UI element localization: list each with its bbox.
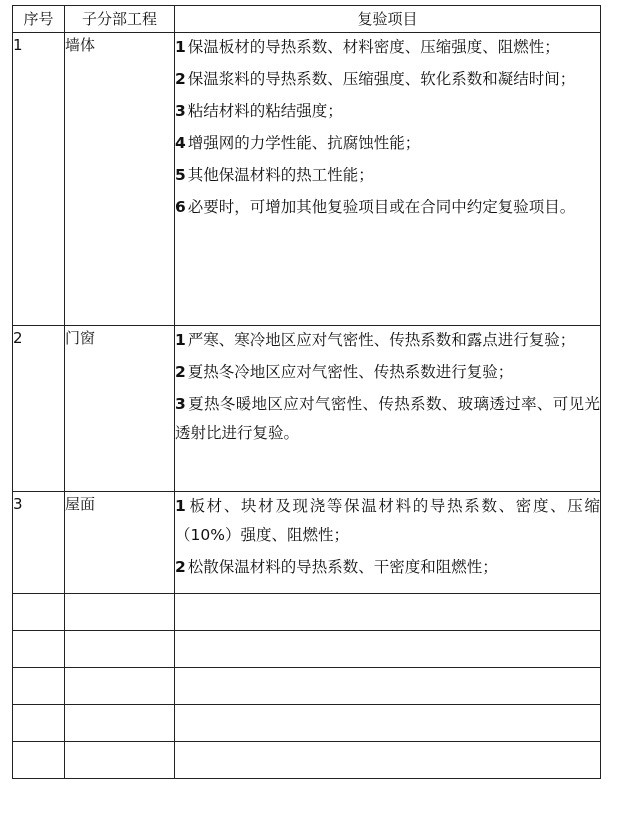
empty-cell — [13, 705, 65, 742]
empty-cell — [13, 668, 65, 705]
item-text: 其他保温材料的热工性能； — [187, 166, 374, 184]
header-serial-number: 序号 — [13, 6, 65, 33]
row-number: 1 — [13, 33, 65, 326]
item-text: 粘结材料的粘结强度； — [187, 102, 343, 120]
item-text: 必要时，可增加其他复验项目或在合同中约定复验项目。 — [187, 198, 576, 216]
empty-cell — [175, 668, 601, 705]
retest-item — [175, 65, 600, 94]
row-sub-project: 门窗 — [65, 326, 175, 492]
item-number: 3 — [175, 395, 186, 413]
item-text: 严寒、寒冷地区应对气密性、传热系数和露点进行复验； — [187, 331, 576, 349]
table-header-row — [13, 6, 601, 33]
item-text: 增强网的力学性能、抗腐蚀性能； — [187, 134, 421, 152]
item-number: 1 — [175, 38, 186, 56]
empty-row — [13, 705, 601, 742]
header-retest-items: 复验项目 — [175, 6, 601, 33]
row-number: 3 — [13, 492, 65, 594]
item-number: 3 — [175, 102, 186, 120]
retest-item — [175, 33, 600, 62]
item-text: 保温浆料的导热系数、压缩强度、软化系数和凝结时间； — [187, 70, 576, 88]
empty-cell — [65, 668, 175, 705]
empty-row — [13, 594, 601, 631]
table-row-doors-windows — [13, 326, 601, 492]
empty-cell — [65, 742, 175, 779]
retest-item — [175, 358, 600, 387]
item-number: 1 — [175, 497, 186, 515]
item-text: 夏热冬冷地区应对气密性、传热系数进行复验； — [187, 363, 514, 381]
item-number: 5 — [175, 166, 186, 184]
empty-row — [13, 631, 601, 668]
row-items-cell — [175, 326, 601, 492]
empty-row — [13, 668, 601, 705]
retest-items-table — [12, 5, 601, 779]
retest-item — [175, 161, 600, 190]
empty-cell — [175, 742, 601, 779]
retest-item — [175, 492, 600, 550]
item-number: 2 — [175, 363, 186, 381]
retest-item — [175, 129, 600, 158]
empty-cell — [13, 742, 65, 779]
item-text: 松散保温材料的导热系数、干密度和阻燃性； — [187, 558, 498, 576]
item-number: 2 — [175, 70, 186, 88]
table-row-roof — [13, 492, 601, 594]
table-row-wall — [13, 33, 601, 326]
empty-cell — [65, 631, 175, 668]
empty-cell — [13, 631, 65, 668]
retest-item — [175, 97, 600, 126]
header-sub-project: 子分部工程 — [65, 6, 175, 33]
row-items-cell — [175, 33, 601, 326]
retest-item — [175, 553, 600, 582]
row-sub-project: 墙体 — [65, 33, 175, 326]
item-text: 板材、块材及现浇等保温材料的导热系数、密度、压缩（10%）强度、阻燃性； — [175, 497, 600, 544]
item-number: 1 — [175, 331, 186, 349]
empty-cell — [175, 594, 601, 631]
empty-cell — [175, 705, 601, 742]
retest-item — [175, 193, 600, 222]
empty-row — [13, 742, 601, 779]
retest-item — [175, 390, 600, 448]
retest-item — [175, 326, 600, 355]
item-text: 夏热冬暖地区应对气密性、传热系数、玻璃透过率、可见光透射比进行复验。 — [175, 395, 600, 442]
item-number: 2 — [175, 558, 186, 576]
item-number: 6 — [175, 198, 186, 216]
row-sub-project: 屋面 — [65, 492, 175, 594]
row-items-cell — [175, 492, 601, 594]
item-text: 保温板材的导热系数、材料密度、压缩强度、阻燃性； — [187, 38, 560, 56]
empty-cell — [13, 594, 65, 631]
empty-cell — [175, 631, 601, 668]
empty-cell — [65, 705, 175, 742]
item-number: 4 — [175, 134, 186, 152]
empty-cell — [65, 594, 175, 631]
row-number: 2 — [13, 326, 65, 492]
